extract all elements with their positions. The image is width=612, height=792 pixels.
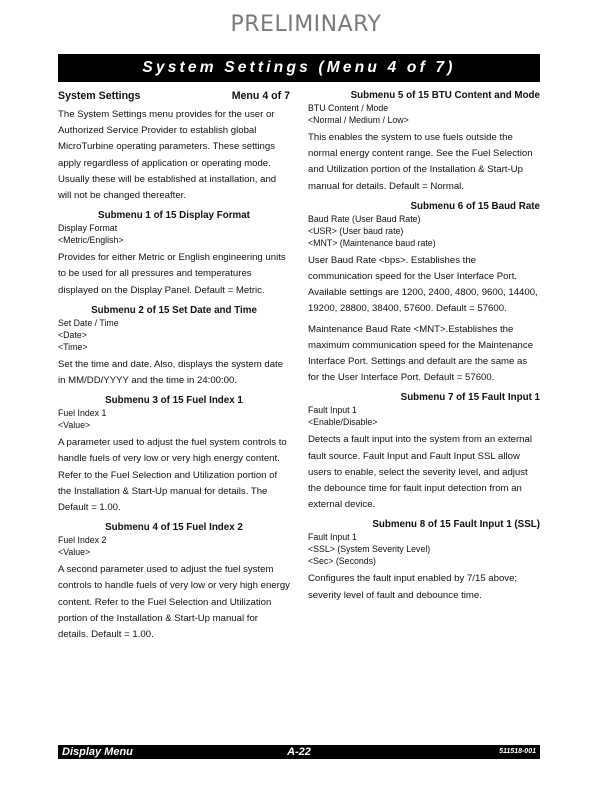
- submenu-text: A second parameter used to adjust the fuel system controls to handle fuels of very low or very high energy content. Refer to the Fuel Selection and Utilization portion of the Installation & Start-Up manual for details. Default = 1.00.: [58, 564, 290, 641]
- param-line: Baud Rate (User Baud Rate): [308, 213, 421, 224]
- submenu-title: Submenu 4 of 15 Fuel Index 2: [105, 522, 243, 534]
- submenu-text: Provides for either Metric or English engineering units to be used for all pressures and temperatures displayed on the Display Panel. Default = Metric.: [58, 252, 286, 296]
- param-line: <Date>: [58, 329, 87, 340]
- param-line: <Enable/Disable>: [308, 417, 378, 428]
- right-column: [308, 89, 540, 606]
- submenu-section: [308, 518, 540, 603]
- submenu-title: Submenu 3 of 15 Fuel Index 1: [105, 395, 243, 407]
- submenu-title: Submenu 2 of 15 Set Date and Time: [91, 304, 257, 316]
- submenu-title: Submenu 6 of 15 Baud Rate: [410, 200, 540, 212]
- param-line: BTU Content / Mode: [308, 103, 389, 113]
- param-line: Display Format: [58, 223, 118, 234]
- intro-text: The System Settings menu provides for the user or Authorized Service Provider to establish global MicroTurbine operating parameters. These settings apply regardless of application or operating mode. Usually these will be established at installation, and will not be changed thereafter.: [58, 109, 277, 202]
- submenu-section: [58, 521, 290, 643]
- submenu-text: User Baud Rate <bps>. Establishes the communication speed for the User Interface Port. Available settings are 1200, 2400, 4800, 9600, 14400, 19200, 28800, 38400, 57600. Default = 57600.: [308, 254, 538, 315]
- page-footer: [58, 745, 540, 759]
- param-line: <SSL> (System Severity Level): [308, 544, 431, 555]
- submenu-section: [308, 200, 540, 387]
- submenu-text: Maintenance Baud Rate <MNT>.Establishes the maximum communication speed for the Maintenance Interface Port. Settings and default are the same as for the User Interface Port. Default = 57600.: [308, 323, 534, 384]
- submenu-title: Submenu 8 of 15 Fault Input 1 (SSL): [372, 519, 540, 531]
- submenu-text: This enables the system to use fuels outside the normal energy content range. See the Fuel Selection and Utilization portion of the Installation & Start-Up manual for details. Default = Normal.: [308, 132, 533, 192]
- param-line: Fault Input 1: [308, 532, 357, 543]
- submenu-section: [308, 89, 540, 195]
- intro-title: System Settings: [58, 90, 141, 102]
- footer-page-number: A-22: [287, 746, 311, 758]
- page-title-banner: System Settings (Menu 4 of 7): [58, 54, 540, 82]
- param-line: <MNT> (Maintenance baud rate): [308, 237, 436, 248]
- submenu-section: [58, 394, 290, 516]
- footer-document-number: 511518-001: [499, 748, 536, 755]
- preliminary-watermark: PRELIMINARY: [230, 12, 382, 37]
- param-line: <USR> (User baud rate): [308, 225, 404, 236]
- param-line: <Normal / Medium / Low>: [308, 115, 409, 125]
- submenu-section: [58, 304, 290, 389]
- param-line: <Value>: [58, 547, 91, 558]
- param-line: <Sec> (Seconds): [308, 556, 376, 567]
- intro-menu-number: Menu 4 of 7: [231, 90, 290, 102]
- submenu-text: Set the time and date. Also, displays the system date in MM/DD/YYYY and the time in 24:00:00.: [58, 358, 284, 387]
- param-line: Fuel Index 1: [58, 408, 107, 419]
- param-line: <Time>: [58, 341, 88, 352]
- param-line: <Metric/English>: [58, 235, 124, 246]
- param-line: Fault Input 1: [308, 405, 357, 416]
- left-column: [58, 89, 290, 645]
- submenu-section: [58, 209, 290, 299]
- param-line: Set Date / Time: [58, 317, 119, 328]
- submenu-section: [308, 391, 540, 513]
- intro-header: [58, 89, 290, 103]
- param-line: Fuel Index 2: [58, 535, 107, 546]
- footer-section-name: Display Menu: [62, 746, 133, 758]
- submenu-title: Submenu 7 of 15 Fault Input 1: [400, 392, 540, 404]
- submenu-title: Submenu 1 of 15 Display Format: [98, 210, 250, 222]
- submenu-text: Configures the fault input enabled by 7/15 above; severity level of fault and debounce time.: [308, 573, 518, 601]
- submenu-text: Detects a fault input into the system from an external fault source. Fault Input and Fault Input SSL allow users to enable, select the severity level, and adjust the debounce time for fault input detection from an external device.: [308, 434, 532, 511]
- submenu-title: Submenu 5 of 15 BTU Content and Mode: [350, 90, 540, 101]
- param-line: <Value>: [58, 420, 91, 431]
- submenu-text: A parameter used to adjust the fuel system controls to handle fuels of very low or very high energy content. Refer to the Fuel Selection and Utilization portion of the Installation & Start-Up manual for details. The Default = 1.00.: [58, 437, 287, 514]
